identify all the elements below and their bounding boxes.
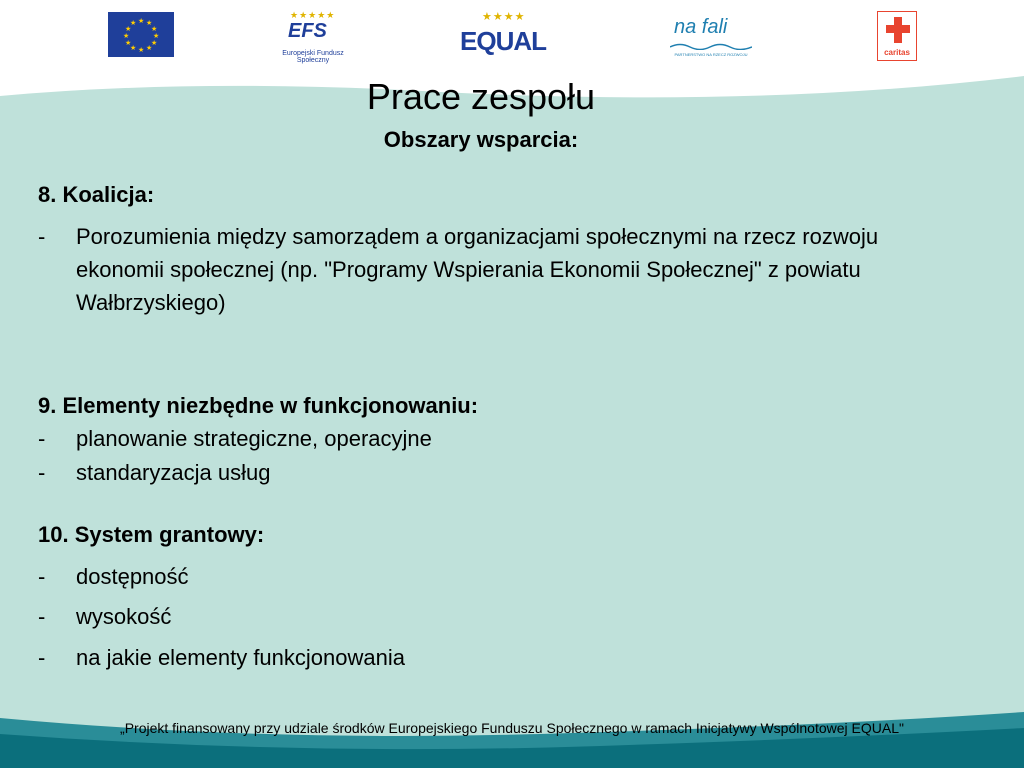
bullet-marker: - bbox=[38, 604, 46, 629]
caritas-caption: caritas bbox=[884, 48, 910, 57]
nafali-mark: na fali bbox=[674, 16, 728, 38]
equal-mark: EQUAL bbox=[460, 26, 546, 56]
list-item bbox=[38, 422, 958, 455]
svg-text:★: ★ bbox=[153, 32, 160, 40]
caritas-logo bbox=[877, 11, 917, 61]
svg-text:★: ★ bbox=[125, 39, 132, 47]
svg-text:★: ★ bbox=[130, 19, 137, 27]
wave-icon bbox=[670, 42, 752, 50]
bullet-marker: - bbox=[38, 224, 46, 249]
efs-stars-icon: ★★★★★ bbox=[290, 10, 336, 20]
list-item-text: Porozumienia między samorządem a organizacjami społecznymi na rzecz rozwoju ekonomii społecznej (np. "Programy Wspierania Ekonomii Społecznej" z powiatu Wałbrzyskiego) bbox=[76, 224, 879, 315]
svg-text:★: ★ bbox=[138, 17, 145, 25]
list-item bbox=[38, 641, 958, 674]
list-item bbox=[38, 560, 958, 593]
list-item bbox=[38, 220, 958, 319]
nafali-caption: PARTNERSTWO NA RZECZ ROZWOJU bbox=[674, 52, 748, 57]
svg-text:★: ★ bbox=[123, 32, 130, 40]
svg-text:★: ★ bbox=[130, 44, 137, 52]
bullet-marker: - bbox=[38, 564, 46, 589]
bottom-wave-decoration bbox=[0, 704, 1024, 768]
svg-text:★: ★ bbox=[151, 25, 158, 33]
efs-logo bbox=[268, 10, 358, 62]
list-item-text: na jakie elementy funkcjonowania bbox=[76, 645, 405, 670]
page-title: Prace zespołu bbox=[366, 76, 596, 117]
svg-text:★: ★ bbox=[125, 25, 132, 33]
footer-note: „Projekt finansowany przy udziale środków Europejskiego Funduszu Społecznego w ramach Inicjatywy Wspólnotowej EQUAL" bbox=[120, 720, 904, 736]
eu-flag-logo bbox=[108, 12, 174, 57]
svg-text:★: ★ bbox=[151, 39, 158, 47]
equal-stars-icon: ★★★★ bbox=[482, 11, 526, 23]
efs-caption: Europejski Fundusz Społeczny bbox=[282, 50, 344, 64]
svg-text:★: ★ bbox=[146, 44, 153, 52]
list-item-text: standaryzacja usług bbox=[76, 460, 271, 485]
list-item bbox=[38, 456, 958, 489]
list-item bbox=[38, 600, 958, 633]
bullet-marker: - bbox=[38, 645, 46, 670]
equal-logo bbox=[458, 10, 548, 60]
section-heading-koalicja: 8. Koalicja: bbox=[38, 182, 155, 207]
caritas-cross-icon bbox=[884, 15, 912, 45]
section-heading-elementy: 9. Elementy niezbędne w funkcjonowaniu: bbox=[38, 393, 479, 418]
svg-text:★: ★ bbox=[138, 46, 145, 54]
svg-text:★: ★ bbox=[146, 19, 153, 27]
nafali-logo bbox=[668, 12, 754, 60]
efs-mark: EFS bbox=[288, 20, 327, 42]
page-subtitle: Obszary wsparcia: bbox=[383, 127, 579, 152]
list-item-text: wysokość bbox=[76, 604, 172, 629]
bullet-marker: - bbox=[38, 426, 46, 451]
bullet-marker: - bbox=[38, 460, 46, 485]
list-item-text: planowanie strategiczne, operacyjne bbox=[76, 426, 432, 451]
list-item-text: dostępność bbox=[76, 564, 189, 589]
section-heading-system-grantowy: 10. System grantowy: bbox=[38, 522, 265, 547]
logo-bar bbox=[0, 0, 1024, 68]
